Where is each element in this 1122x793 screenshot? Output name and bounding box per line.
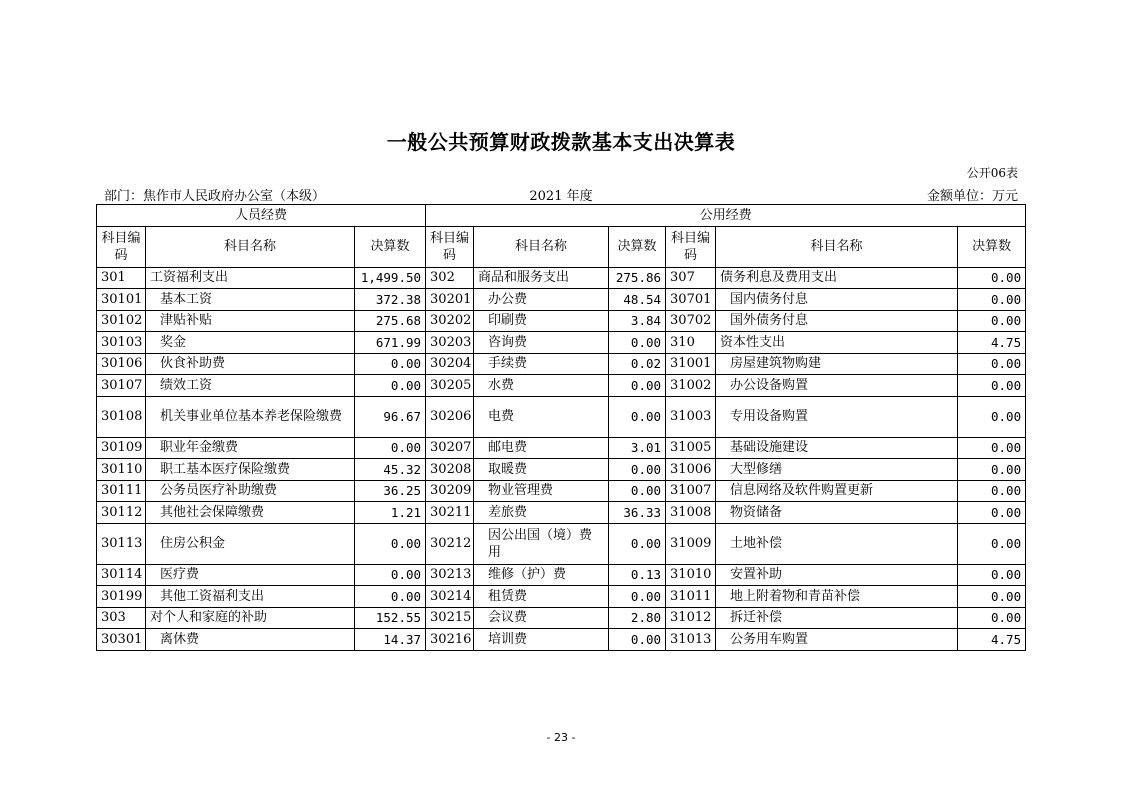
- header-code: 科目编码: [426, 226, 474, 267]
- cell-amount: 1,499.50: [355, 267, 426, 289]
- cell-amount: 0.00: [355, 523, 426, 564]
- cell-amount: 0.00: [958, 523, 1026, 564]
- cell-code: 30208: [426, 459, 474, 481]
- cell-code: 31005: [666, 437, 716, 459]
- page-number: - 23 -: [546, 731, 576, 744]
- cell-amount: 152.55: [355, 607, 426, 629]
- cell-name: 住房公积金: [146, 523, 355, 564]
- cell-amount: 0.00: [958, 437, 1026, 459]
- cell-amount: 0.00: [958, 502, 1026, 524]
- cell-amount: 4.75: [958, 332, 1026, 354]
- cell-name: 咨询费: [474, 332, 609, 354]
- department-label: 部门：焦作市人民政府办公室（本级）: [104, 189, 326, 204]
- cell-name: 水费: [474, 375, 609, 397]
- cell-code: 31013: [666, 629, 716, 651]
- cell-name: 电费: [474, 396, 609, 437]
- cell-code: 30201: [426, 289, 474, 311]
- cell-code: 31001: [666, 353, 716, 375]
- cell-amount: 0.00: [355, 586, 426, 608]
- table-row: [97, 267, 1026, 289]
- cell-code: 31010: [666, 564, 716, 586]
- cell-name: 国外债务付息: [716, 310, 958, 332]
- cell-name: 租赁费: [474, 586, 609, 608]
- cell-amount: 275.86: [609, 267, 666, 289]
- cell-name: 安置补助: [716, 564, 958, 586]
- cell-name: 取暖费: [474, 459, 609, 481]
- column-header-row: [97, 226, 1026, 267]
- table-row: [97, 396, 1026, 437]
- cell-code: 30701: [666, 289, 716, 311]
- cell-amount: 0.00: [355, 353, 426, 375]
- cell-amount: 0.00: [609, 375, 666, 397]
- cell-amount: 0.00: [958, 353, 1026, 375]
- header-code: 科目编码: [666, 226, 716, 267]
- cell-code: 30216: [426, 629, 474, 651]
- cell-code: 30103: [97, 332, 146, 354]
- cell-name: 其他社会保障缴费: [146, 502, 355, 524]
- cell-name: 物业管理费: [474, 480, 609, 502]
- cell-amount: 2.80: [609, 607, 666, 629]
- cell-amount: 3.84: [609, 310, 666, 332]
- cell-name: 绩效工资: [146, 375, 355, 397]
- cell-amount: 14.37: [355, 629, 426, 651]
- cell-code: 30199: [97, 586, 146, 608]
- cell-amount: 96.67: [355, 396, 426, 437]
- table-row: [97, 437, 1026, 459]
- table-row: [97, 459, 1026, 481]
- cell-amount: 0.00: [609, 629, 666, 651]
- cell-amount: 0.00: [609, 459, 666, 481]
- table-row: [97, 480, 1026, 502]
- cell-code: 30215: [426, 607, 474, 629]
- cell-code: 30109: [97, 437, 146, 459]
- cell-amount: 0.00: [958, 267, 1026, 289]
- table-row: [97, 564, 1026, 586]
- header-amount: 决算数: [958, 226, 1026, 267]
- cell-code: 301: [97, 267, 146, 289]
- cell-code: 30111: [97, 480, 146, 502]
- cell-name: 公务用车购置: [716, 629, 958, 651]
- cell-name: 对个人和家庭的补助: [146, 607, 355, 629]
- cell-amount: 0.00: [958, 310, 1026, 332]
- cell-amount: 671.99: [355, 332, 426, 354]
- cell-name: 基础设施建设: [716, 437, 958, 459]
- table-row: [97, 502, 1026, 524]
- cell-code: 30203: [426, 332, 474, 354]
- cell-code: 30209: [426, 480, 474, 502]
- cell-name: 办公费: [474, 289, 609, 311]
- group-header-row: [97, 205, 1026, 227]
- cell-code: 30214: [426, 586, 474, 608]
- cell-code: 307: [666, 267, 716, 289]
- cell-amount: 1.21: [355, 502, 426, 524]
- cell-amount: 0.00: [609, 523, 666, 564]
- table-body: [97, 267, 1026, 650]
- cell-name: 因公出国（境）费用: [474, 523, 609, 564]
- cell-name: 机关事业单位基本养老保险缴费: [146, 396, 355, 437]
- table-row: [97, 375, 1026, 397]
- cell-code: 30114: [97, 564, 146, 586]
- cell-amount: 0.00: [958, 289, 1026, 311]
- cell-code: 310: [666, 332, 716, 354]
- cell-amount: 0.00: [958, 480, 1026, 502]
- table-row: [97, 332, 1026, 354]
- header-name: 科目名称: [146, 226, 355, 267]
- cell-name: 办公设备购置: [716, 375, 958, 397]
- cell-code: 302: [426, 267, 474, 289]
- cell-code: 30204: [426, 353, 474, 375]
- cell-code: 31002: [666, 375, 716, 397]
- table-row: [97, 523, 1026, 564]
- header-name: 科目名称: [474, 226, 609, 267]
- cell-code: 30102: [97, 310, 146, 332]
- group-personnel: 人员经费: [97, 205, 426, 227]
- cell-name: 基本工资: [146, 289, 355, 311]
- table-row: [97, 353, 1026, 375]
- cell-name: 差旅费: [474, 502, 609, 524]
- header-code: 科目编码: [97, 226, 146, 267]
- cell-name: 会议费: [474, 607, 609, 629]
- cell-code: 30113: [97, 523, 146, 564]
- cell-amount: 0.00: [958, 564, 1026, 586]
- fiscal-year: 2021 年度: [529, 189, 593, 204]
- cell-amount: 4.75: [958, 629, 1026, 651]
- cell-amount: 0.00: [958, 375, 1026, 397]
- cell-name: 信息网络及软件购置更新: [716, 480, 958, 502]
- cell-code: 30207: [426, 437, 474, 459]
- cell-amount: 0.00: [958, 586, 1026, 608]
- table-row: [97, 607, 1026, 629]
- page-title: 一般公共预算财政拨款基本支出决算表: [386, 130, 736, 154]
- cell-code: 30110: [97, 459, 146, 481]
- cell-code: 30108: [97, 396, 146, 437]
- cell-code: 31003: [666, 396, 716, 437]
- cell-name: 地上附着物和青苗补偿: [716, 586, 958, 608]
- table-row: [97, 586, 1026, 608]
- cell-code: 31011: [666, 586, 716, 608]
- cell-name: 手续费: [474, 353, 609, 375]
- cell-name: 物资储备: [716, 502, 958, 524]
- cell-amount: 3.01: [609, 437, 666, 459]
- cell-name: 国内债务付息: [716, 289, 958, 311]
- table-row: [97, 289, 1026, 311]
- cell-code: 30212: [426, 523, 474, 564]
- meta-row: [104, 185, 1018, 203]
- cell-name: 职工基本医疗保险缴费: [146, 459, 355, 481]
- cell-code: 31008: [666, 502, 716, 524]
- cell-amount: 0.00: [609, 332, 666, 354]
- cell-name: 大型修缮: [716, 459, 958, 481]
- cell-code: 30301: [97, 629, 146, 651]
- cell-name: 拆迁补偿: [716, 607, 958, 629]
- cell-name: 商品和服务支出: [474, 267, 609, 289]
- cell-code: 30106: [97, 353, 146, 375]
- cell-code: 30205: [426, 375, 474, 397]
- cell-code: 30213: [426, 564, 474, 586]
- cell-amount: 0.00: [958, 396, 1026, 437]
- header-name: 科目名称: [716, 226, 958, 267]
- cell-name: 培训费: [474, 629, 609, 651]
- cell-name: 津贴补贴: [146, 310, 355, 332]
- cell-amount: 0.00: [609, 396, 666, 437]
- cell-amount: 0.13: [609, 564, 666, 586]
- cell-code: 30206: [426, 396, 474, 437]
- cell-name: 医疗费: [146, 564, 355, 586]
- cell-amount: 36.33: [609, 502, 666, 524]
- cell-code: 303: [97, 607, 146, 629]
- table-row: [97, 629, 1026, 651]
- cell-name: 印刷费: [474, 310, 609, 332]
- cell-amount: 0.00: [609, 586, 666, 608]
- cell-name: 其他工资福利支出: [146, 586, 355, 608]
- cell-amount: 0.00: [355, 375, 426, 397]
- cell-name: 专用设备购置: [716, 396, 958, 437]
- cell-name: 房屋建筑物购建: [716, 353, 958, 375]
- cell-amount: 0.00: [355, 437, 426, 459]
- cell-amount: 48.54: [609, 289, 666, 311]
- cell-code: 30202: [426, 310, 474, 332]
- cell-amount: 275.68: [355, 310, 426, 332]
- cell-name: 工资福利支出: [146, 267, 355, 289]
- cell-name: 维修（护）费: [474, 564, 609, 586]
- cell-amount: 0.00: [609, 480, 666, 502]
- cell-code: 30101: [97, 289, 146, 311]
- cell-name: 职业年金缴费: [146, 437, 355, 459]
- cell-name: 公务员医疗补助缴费: [146, 480, 355, 502]
- unit-label: 金额单位：万元: [926, 189, 1018, 204]
- cell-name: 邮电费: [474, 437, 609, 459]
- cell-name: 土地补偿: [716, 523, 958, 564]
- cell-code: 30107: [97, 375, 146, 397]
- cell-amount: 0.00: [958, 459, 1026, 481]
- cell-amount: 0.02: [609, 353, 666, 375]
- header-amount: 决算数: [355, 226, 426, 267]
- cell-code: 30112: [97, 502, 146, 524]
- cell-code: 31007: [666, 480, 716, 502]
- budget-table: [96, 204, 1026, 651]
- table-row: [97, 310, 1026, 332]
- cell-name: 资本性支出: [716, 332, 958, 354]
- cell-amount: 0.00: [355, 564, 426, 586]
- form-number: 公开06表: [966, 166, 1018, 180]
- cell-code: 31009: [666, 523, 716, 564]
- cell-name: 奖金: [146, 332, 355, 354]
- cell-amount: 0.00: [958, 607, 1026, 629]
- group-public: 公用经费: [426, 205, 1026, 227]
- cell-name: 债务利息及费用支出: [716, 267, 958, 289]
- cell-amount: 45.32: [355, 459, 426, 481]
- cell-name: 伙食补助费: [146, 353, 355, 375]
- cell-code: 30211: [426, 502, 474, 524]
- cell-amount: 36.25: [355, 480, 426, 502]
- cell-name: 离休费: [146, 629, 355, 651]
- cell-code: 31006: [666, 459, 716, 481]
- cell-code: 31012: [666, 607, 716, 629]
- cell-code: 30702: [666, 310, 716, 332]
- header-amount: 决算数: [609, 226, 666, 267]
- cell-amount: 372.38: [355, 289, 426, 311]
